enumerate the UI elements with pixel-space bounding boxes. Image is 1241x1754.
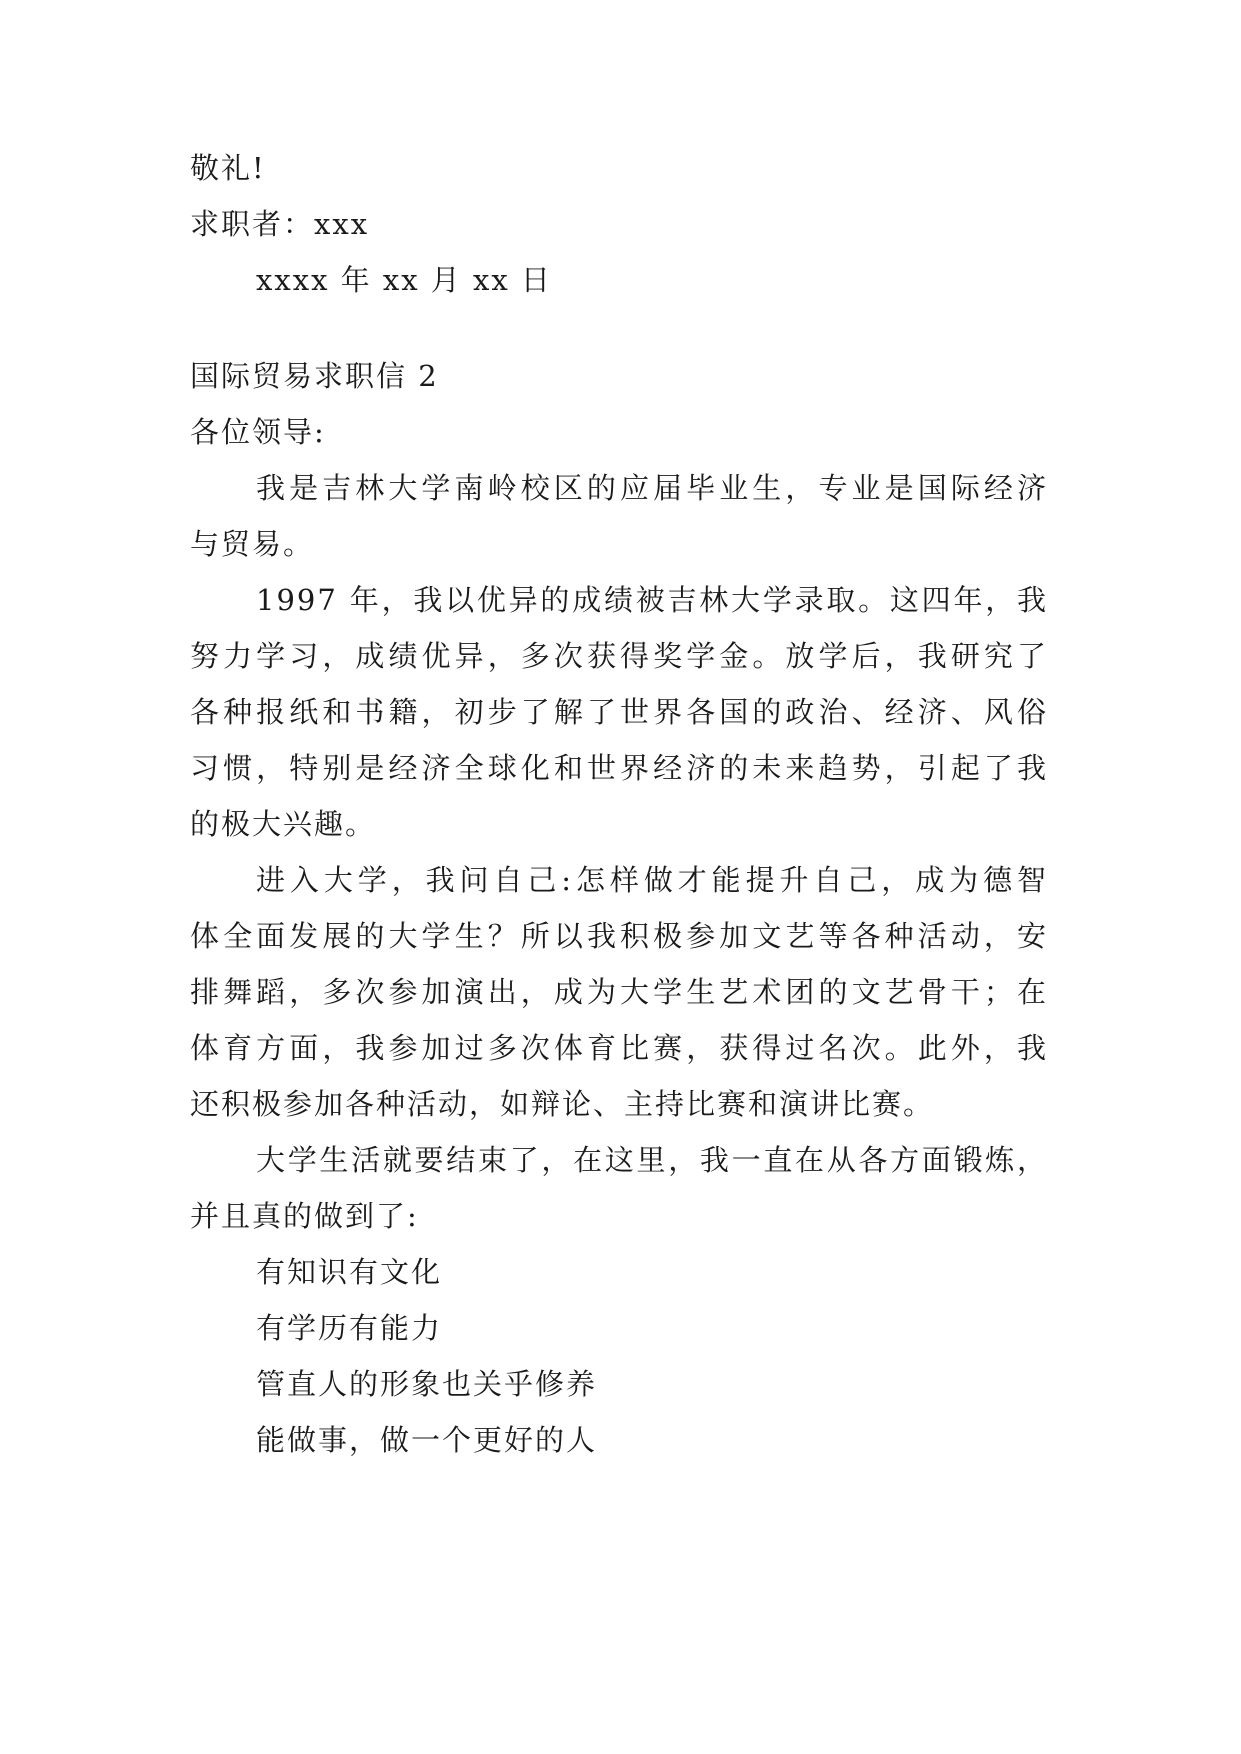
list-item: 有学历有能力 (256, 1311, 443, 1345)
list-item: 管直人的形象也关乎修养 (256, 1367, 598, 1401)
letter-greeting: 各位领导: (190, 415, 326, 449)
paragraph-line: 1997 年，我以优异的成绩被吉林大学录取。这四年，我 (256, 583, 1048, 617)
paragraph-line: 大学生活就要结束了，在这里，我一直在从各方面锻炼， (256, 1143, 1048, 1177)
paragraph-line: 习惯，特别是经济全球化和世界经济的未来趋势，引起了我 (190, 751, 1048, 785)
paragraph-line: 我是吉林大学南岭校区的应届毕业生，专业是国际经济 (256, 471, 1048, 505)
paragraph-line: 排舞蹈，多次参加演出，成为大学生艺术团的文艺骨干；在 (190, 975, 1048, 1009)
paragraph-line: 体育方面，我参加过多次体育比赛，获得过名次。此外，我 (190, 1031, 1048, 1065)
closing-date: xxxx 年 xx 月 xx 日 (256, 263, 552, 297)
closing-salute: 敬礼! (190, 151, 266, 185)
paragraph-line: 进入大学，我问自己:怎样做才能提升自己，成为德智 (256, 863, 1048, 897)
paragraph-line: 体全面发展的大学生？所以我积极参加文艺等各种活动，安 (190, 919, 1048, 953)
paragraph-line: 与贸易。 (190, 527, 315, 561)
paragraph-line: 还积极参加各种活动，如辩论、主持比赛和演讲比赛。 (190, 1087, 935, 1121)
paragraph-line: 努力学习，成绩优异，多次获得奖学金。放学后，我研究了 (190, 639, 1048, 673)
paragraph-line: 各种报纸和书籍，初步了解了世界各国的政治、经济、风俗 (190, 695, 1048, 729)
paragraph-line: 并且真的做到了: (190, 1199, 419, 1233)
closing-signature: 求职者：xxx (190, 207, 370, 241)
list-item: 能做事，做一个更好的人 (256, 1423, 598, 1457)
letter-title: 国际贸易求职信 2 (190, 359, 439, 393)
paragraph-line: 的极大兴趣。 (190, 807, 377, 841)
list-item: 有知识有文化 (256, 1255, 443, 1289)
